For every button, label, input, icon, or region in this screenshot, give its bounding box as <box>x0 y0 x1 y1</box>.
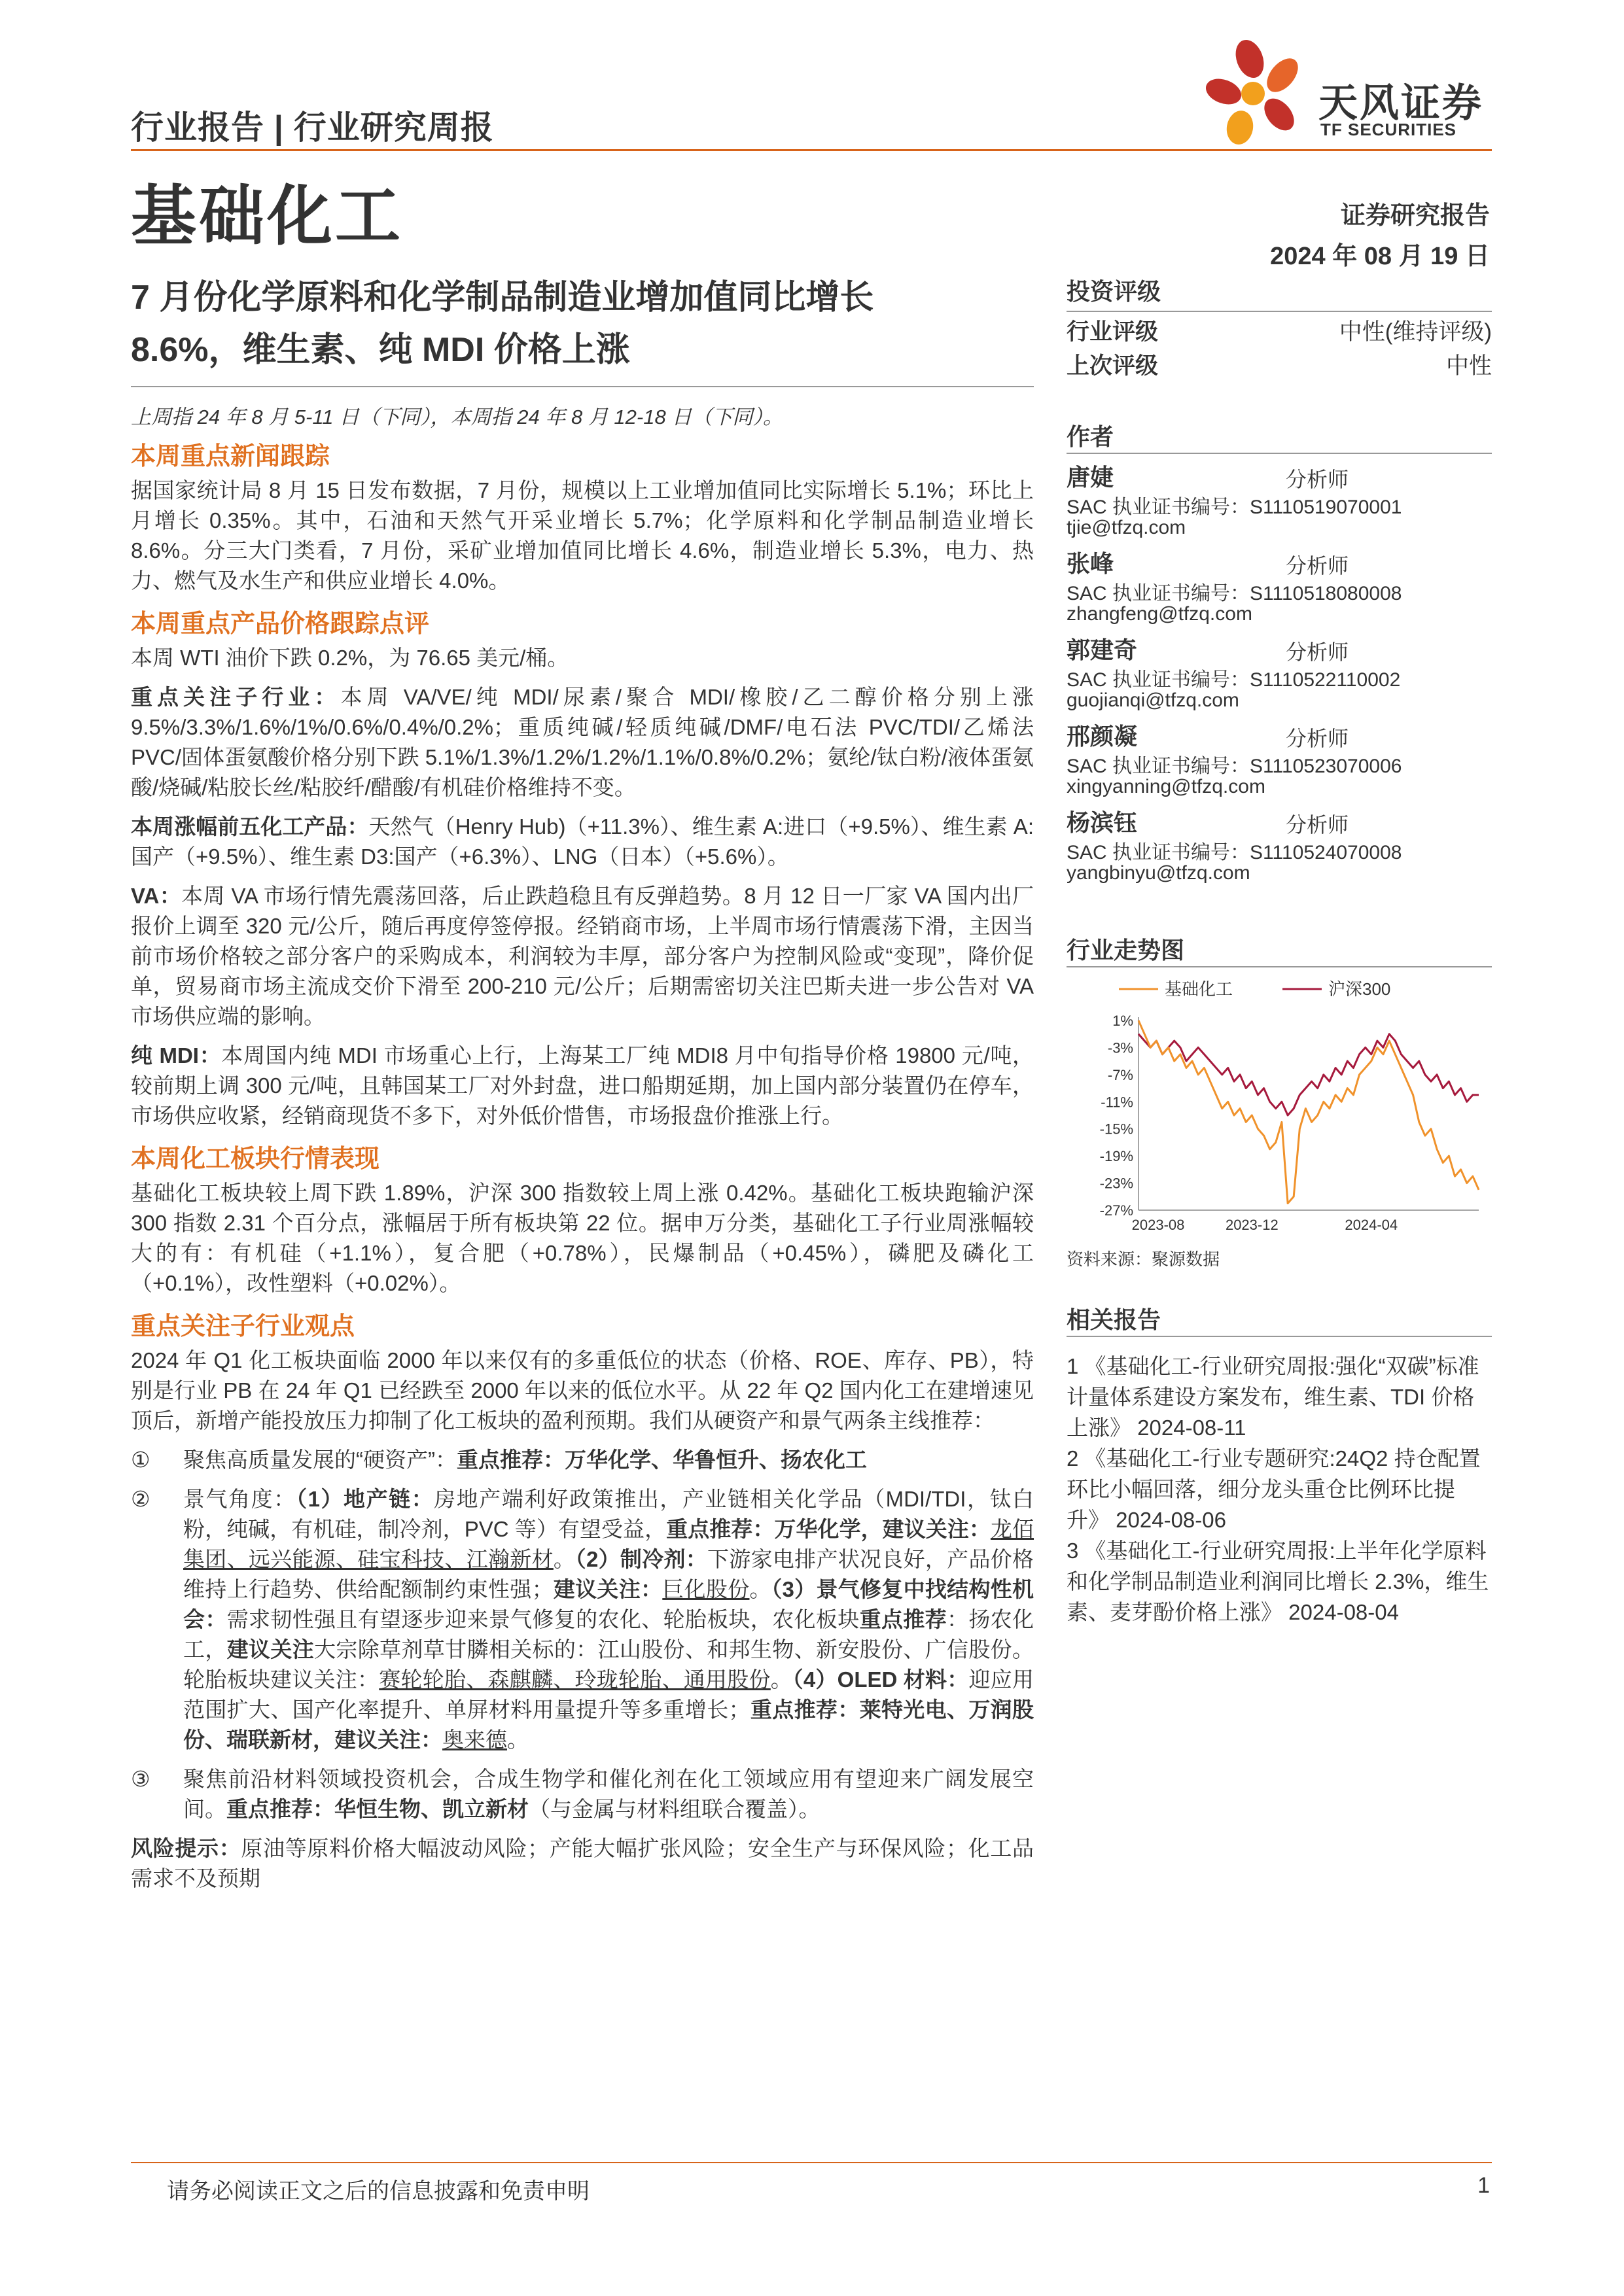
author-role: 分析师 <box>1286 640 1349 664</box>
x-tick-label: 2023-08 <box>1131 1217 1185 1233</box>
item2-text: 。 <box>507 1728 529 1752</box>
legend-item <box>1282 979 1390 999</box>
author-sac: SAC 执业证书编号：S1110519070001 <box>1067 496 1402 518</box>
author-entry <box>1067 459 1492 546</box>
prev-rating-label: 上次评级 <box>1067 353 1159 379</box>
y-tick-label: -19% <box>1099 1148 1133 1165</box>
item2-text: 。 <box>749 1577 771 1601</box>
headline-line-1: 7 月份化学原料和化学制品制造业增加值同比增长 <box>131 279 874 317</box>
chart-title: 行业走势图 <box>1067 937 1185 964</box>
risk-paragraph <box>131 1834 1034 1894</box>
headline-line-2: 8.6%，维生素、纯 MDI 价格上涨 <box>131 331 630 369</box>
item2-text: 房地产端利好政策推出，产业链相关化学品（MDI/TDI，钛白粉，纯碱，有机硅，制冷剂，PVC 等）有望受益， <box>183 1487 1034 1541</box>
y-tick-label: -7% <box>1107 1066 1133 1083</box>
y-tick-label: -23% <box>1099 1175 1133 1192</box>
mdi-label: 纯 MDI： <box>131 1043 222 1068</box>
chart-divider <box>1067 966 1492 967</box>
item1-picks: 重点推荐：万华化学、华鲁恒升、扬农化工 <box>456 1448 867 1472</box>
author-role: 分析师 <box>1286 727 1349 750</box>
y-tick-label: -3% <box>1107 1039 1133 1056</box>
author-name: 张峰 <box>1067 550 1114 577</box>
list-number: ③ <box>131 1767 150 1791</box>
company-logo <box>1204 36 1498 147</box>
top5-label: 本周涨幅前五化工产品： <box>131 814 369 839</box>
va-label: VA： <box>131 884 182 908</box>
legend-label: 沪深300 <box>1328 979 1391 999</box>
author-sac: SAC 执业证书编号：S1110523070006 <box>1067 756 1402 777</box>
wti-paragraph: 本周 WTI 油价下跌 0.2%，为 76.65 美元/桶。 <box>131 646 569 670</box>
page-number: 1 <box>1477 2173 1490 2198</box>
series-line <box>1139 1020 1479 1204</box>
item2-text: ：扬农化工， <box>183 1607 1034 1661</box>
author-email[interactable]: zhangfeng@tfzq.com <box>1067 603 1252 625</box>
headline-divider <box>131 386 1034 387</box>
footer-disclaimer: 请务必阅读正文之后的信息披露和免责申明 <box>167 2179 590 2204</box>
author-role: 分析师 <box>1286 554 1349 578</box>
related-report-item[interactable]: 1 《基础化工-行业研究周报:强化“双碳”标准计量体系建设方案发布，维生素、TDI 价格上涨》 2024-08-11 <box>1067 1354 1479 1440</box>
item2-text: 景气角度： <box>183 1487 296 1511</box>
item2-bold: （3）景气修复中找结构性机会： <box>183 1577 1034 1631</box>
rating-row-prev <box>1067 349 1492 383</box>
author-sac: SAC 执业证书编号：S1110522110002 <box>1067 669 1401 691</box>
authors-title: 作者 <box>1067 423 1114 450</box>
list-number: ② <box>131 1487 150 1511</box>
va-paragraph <box>131 881 1034 1032</box>
authors-list <box>1067 459 1492 891</box>
legend-item <box>1119 979 1233 999</box>
focus-text: 本周 VA/VE/纯 MDI/尿素/聚合 MDI/橡胶/乙二醇价格分别上涨 9.5%/3.3%/1.6%/1%/0.6%/0.4%/0.2%；重质纯碱/轻质纯碱/DMF/电石法 PVC/TDI/乙烯法 PVC/固体蛋氨酸价格分别下跌 5.1%/1.3%/1.2%/1.2%/1.1%/0.8%/0.2%；氨纶/钛白粉/液体蛋氨酸/烧碱/粘胶长丝/粘胶纤/醋酸/有机硅价格维持不变。 <box>131 685 1034 799</box>
related-report-item[interactable]: 2 《基础化工-行业专题研究:24Q2 持仓配置环比小幅回落，细分龙头重仓比例环比提升》 2024-08-06 <box>1067 1446 1481 1532</box>
report-date: 2024 年 08 月 19 日 <box>1270 243 1490 270</box>
x-tick-label: 2024-04 <box>1345 1217 1398 1233</box>
footer-divider <box>131 2162 1492 2163</box>
trend-chart-svg <box>1067 975 1492 1236</box>
va-text: 本周 VA 市场行情先震荡回落，后止跌趋稳且有反弹趋势。8 月 12 日一厂家 VA 国内出厂报价上调至 320 元/公斤，随后再度停签停报。经销商市场，上半周市场行情震荡下滑，主因当前市场价格较之部分客户的采购成本，利润较为丰厚，部分客户为控制风险或“变现”，降价促单，贸易商市场主流成交价下滑至 200-210 元/公斤；后期需密切关注巴斯夫进一步公告对 VA 市场供应端的影响。 <box>131 884 1034 1028</box>
view-paragraph: 2024 年 Q1 化工板块面临 2000 年以来仅有的多重低位的状态（价格、ROE、库存、PB），特别是行业 PB 在 24 年 Q1 已经跌至 2000 年以来的低位水平。从 22 年 Q2 国内化工在建增速见顶后，新增产能投放压力抑制了化工板块的盈利预期。我们从硬资产和景气两条主线推荐： <box>131 1348 1034 1433</box>
item2-underline: 赛轮轮胎、森麒麟、玲珑轮胎、通用股份 <box>379 1667 771 1692</box>
list-item <box>131 1445 1034 1475</box>
top5-text: 天然气（Henry Hub)（+11.3%）、维生素 A:进口（+9.5%）、维生素 A:国产（+9.5%）、维生素 D3:国产（+6.3%）、LNG（日本）（+5.6%）。 <box>131 814 1034 869</box>
logo-en-text: TF SECURITIES <box>1320 120 1457 139</box>
related-divider <box>1067 1336 1492 1337</box>
tf-logo-icon <box>1204 36 1309 147</box>
author-sac: SAC 执业证书编号：S1110524070008 <box>1067 842 1402 863</box>
chart-title-wrap <box>1067 932 1492 965</box>
item2-text: 迎应用范围扩大、国产化率提升、单屏材料用量提升等多重增长； <box>183 1667 1034 1722</box>
headline <box>131 271 1034 376</box>
y-tick-label: -15% <box>1099 1121 1133 1138</box>
item2-underline: 龙佰集团、远兴能源、硅宝科技、江瀚新材 <box>183 1517 1034 1571</box>
related-report-item[interactable]: 3 《基础化工-行业研究周报:上半年化学原料和化学制品制造业利润同比增长 2.3%，维生素、麦芽酚价格上涨》 2024-08-04 <box>1067 1539 1489 1624</box>
author-entry <box>1067 805 1492 891</box>
item2-bold: （4）OLED 材料： <box>792 1667 969 1692</box>
section-title-news: 本周重点新闻跟踪 <box>131 443 330 470</box>
rating-rows <box>1067 315 1492 383</box>
author-email[interactable]: guojianqi@tfzq.com <box>1067 689 1239 711</box>
focus-paragraph <box>131 682 1034 803</box>
related-title: 相关报告 <box>1067 1306 1161 1333</box>
item2-text: 大宗除草剂草甘膦相关标的：江山股份、和邦生物、新安股份、广信股份。轮胎板块建议关注： <box>183 1637 1034 1692</box>
author-role: 分析师 <box>1286 468 1349 491</box>
author-sac: SAC 执业证书编号：S1110518080008 <box>1067 583 1402 604</box>
item3-bold: 重点推荐：华恒生物、凯立新材 <box>226 1797 529 1821</box>
section-title-price: 本周重点产品价格跟踪点评 <box>131 610 430 638</box>
authors-divider <box>1067 453 1492 454</box>
author-email[interactable]: tjie@tfzq.com <box>1067 517 1186 538</box>
author-entry <box>1067 632 1492 718</box>
author-name: 杨滨钰 <box>1067 809 1138 836</box>
news-paragraph: 据国家统计局 8 月 15 日发布数据，7 月份，规模以上工业增加值同比实际增长 5.1%；环比上月增长 0.35%。其中，石油和天然气开采业增长 5.7%；化学原料和化学制品制造业增长 8.6%。分三大门类看，7 月份，采矿业增加值同比增长 4.6%，制造业增长 5.3%，电力、热力、燃气及水生产和供应业增长 4.0%。 <box>131 478 1034 593</box>
item2-bold: （1）地产链： <box>296 1487 434 1511</box>
report-category: 行业报告 | 行业研究周报 <box>131 109 494 146</box>
prev-rating-value: 中性 <box>1445 353 1492 379</box>
item2-text: 。 <box>770 1667 793 1692</box>
trend-chart <box>1067 975 1492 1236</box>
author-role: 分析师 <box>1286 813 1349 837</box>
risk-text: 原油等原料价格大幅波动风险；产能大幅扩张风险；安全生产与环保风险；化工品需求不及预期 <box>131 1836 1034 1890</box>
item3-text: （与金属与材料组联合覆盖）。 <box>529 1797 821 1821</box>
logo-cn-text: 天风证券 <box>1318 81 1483 125</box>
main-body <box>131 402 1034 1903</box>
series-line <box>1139 1034 1479 1115</box>
industry-rating-value: 中性(维持评级) <box>1339 319 1492 345</box>
report-type: 证券研究报告 <box>1340 202 1490 230</box>
y-tick-label: -27% <box>1099 1202 1133 1219</box>
related-reports <box>1067 1351 1492 1627</box>
rating-block <box>1067 273 1492 310</box>
rating-title: 投资评级 <box>1067 278 1161 305</box>
item2-bold: 重点推荐：莱特光电、万润股份、瑞联新材，建议关注： <box>183 1697 1034 1752</box>
item2-bold: 建议关注： <box>553 1577 663 1601</box>
list-item <box>131 1764 1034 1824</box>
author-entry <box>1067 546 1492 632</box>
industry-rating-label: 行业评级 <box>1067 319 1159 345</box>
y-tick-label: -11% <box>1101 1094 1133 1111</box>
chart-source: 资料来源：聚源数据 <box>1067 1249 1220 1269</box>
item3-text: 聚焦前沿材料领域投资机会，合成生物学和催化剂在化工领域应用有望迎来广阔发展空间。 <box>183 1767 1034 1821</box>
item2-bold: 建议关注 <box>226 1637 315 1661</box>
item2-bold: （2）制冷剂： <box>575 1547 708 1571</box>
item2-text: 下游家电排产状况良好，产品价格维持上行趋势、供给配额制约束性强； <box>183 1547 1034 1601</box>
list-item <box>131 1484 1034 1755</box>
legend-label: 基础化工 <box>1165 979 1233 999</box>
author-name: 郭建奇 <box>1067 636 1138 663</box>
authors-title-wrap <box>1067 419 1492 452</box>
item2-text: 。 <box>553 1547 576 1571</box>
y-tick-label: 1% <box>1112 1013 1133 1029</box>
item2-underline: 巨化股份 <box>662 1577 750 1601</box>
item2-text: 需求韧性强且有望逐步迎来景气修复的农化、轮胎板块，农化板块 <box>226 1607 860 1631</box>
related-title-wrap <box>1067 1302 1492 1335</box>
section-title-sector: 本周化工板块行情表现 <box>131 1145 380 1173</box>
rating-row-industry <box>1067 315 1492 349</box>
x-tick-label: 2023-12 <box>1225 1217 1279 1233</box>
author-email[interactable]: xingyanning@tfzq.com <box>1067 776 1265 797</box>
mdi-text: 本周国内纯 MDI 市场重心上行，上海某工厂纯 MDI8 月中旬指导价格 19800 元/吨，较前期上调 300 元/吨，且韩国某工厂对外封盘，进口船期延期，加上国内部分装置仍在停车，市场供应收紧，经销商现货不多下，对外低价惜售，市场报盘价推涨上行。 <box>131 1043 1034 1128</box>
item2-underline: 奥来德 <box>442 1728 507 1752</box>
author-entry <box>1067 718 1492 805</box>
rating-divider <box>1067 311 1492 312</box>
author-name: 唐婕 <box>1067 464 1114 491</box>
risk-label: 风险提示： <box>131 1836 241 1860</box>
industry-title: 基础化工 <box>131 180 403 253</box>
item1-text: 聚焦高质量发展的“硬资产”： <box>183 1448 457 1472</box>
item2-bold: 重点推荐 <box>859 1607 947 1631</box>
header-divider <box>131 149 1492 151</box>
author-name: 邢颜凝 <box>1067 723 1138 750</box>
author-email[interactable]: yangbinyu@tfzq.com <box>1067 862 1250 884</box>
section-title-view: 重点关注子行业观点 <box>131 1313 355 1340</box>
item2-bold: 重点推荐：万华化学，建议关注： <box>666 1517 991 1541</box>
focus-label: 重点关注子行业： <box>131 685 341 709</box>
sector-paragraph: 基础化工板块较上周下跌 1.89%，沪深 300 指数较上周上涨 0.42%。基础化工板块跑输沪深 300 指数 2.31 个百分点，涨幅居于所有板块第 22 位。据申万分类，基础化工子行业周涨幅较大的有：有机硅（+1.1%），复合肥（+0.78%），民爆制品（+0.45%），磷肥及磷化工（+0.1%），改性塑料（+0.02%）。 <box>131 1181 1034 1295</box>
intro-note: 上周指 24 年 8 月 5-11 日（下同），本周指 24 年 8 月 12-18 日（下同）。 <box>131 406 783 428</box>
mdi-paragraph <box>131 1041 1034 1131</box>
top5-paragraph <box>131 812 1034 872</box>
list-number: ① <box>131 1448 150 1472</box>
